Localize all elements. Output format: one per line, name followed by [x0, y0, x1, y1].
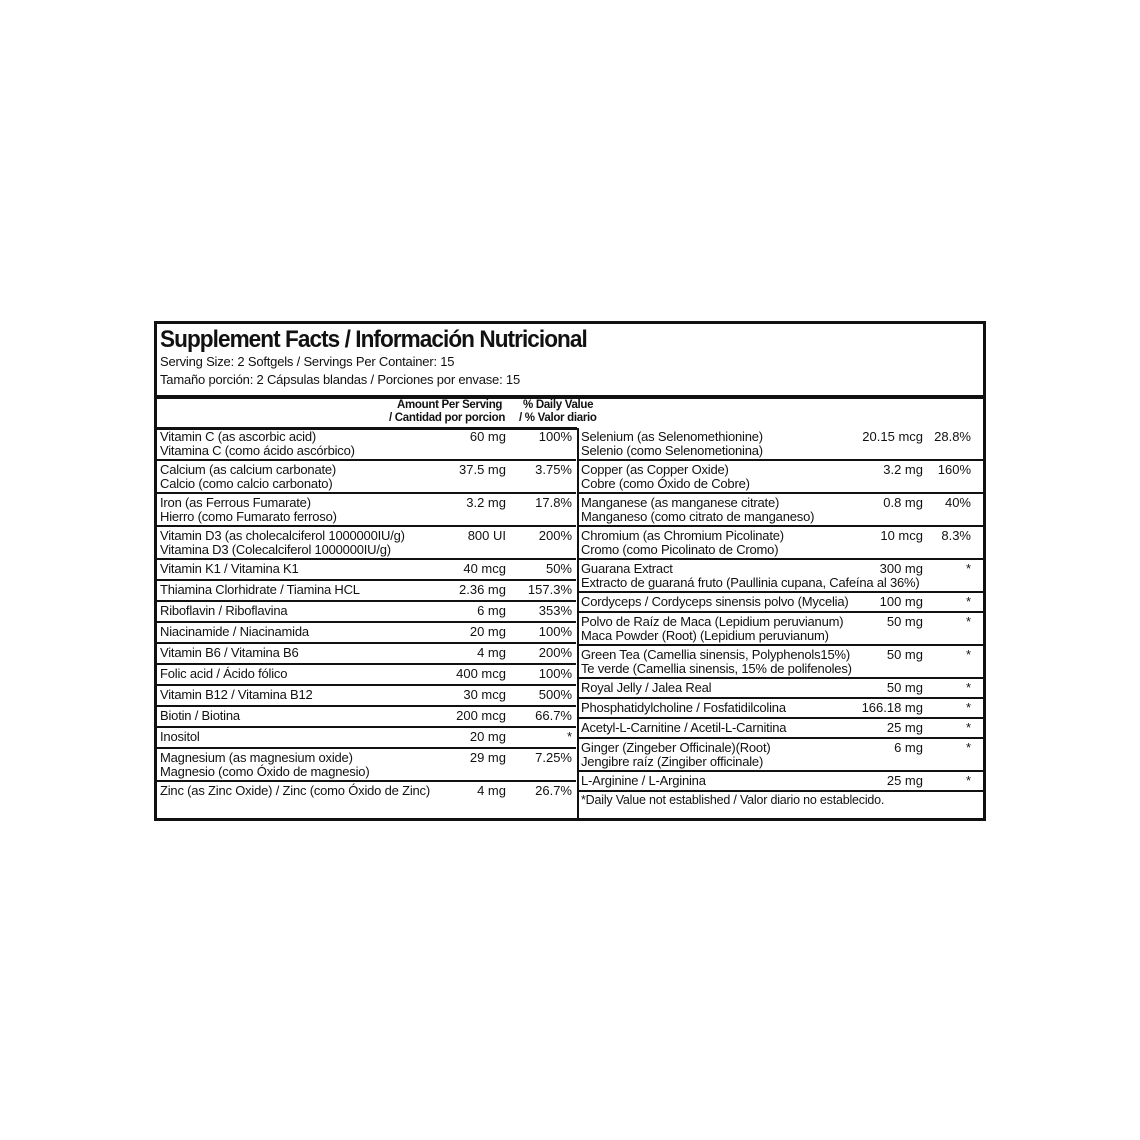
nutrient-row	[578, 646, 983, 679]
nutrient-name	[160, 730, 200, 744]
nutrient-name	[581, 562, 920, 590]
daily-value: 17.8%	[535, 495, 572, 510]
nutrient-name	[160, 688, 313, 702]
amount-per-serving: 4 mg	[477, 783, 506, 798]
nutrient-name-line: Thiamina Clorhidrate / Tiamina HCL	[160, 582, 360, 597]
daily-value: *	[965, 720, 971, 735]
daily-value: 200%	[538, 528, 572, 543]
nutrient-name-line: Green Tea (Camellia sinensis, Polyphenols15%)	[581, 647, 850, 662]
amount-per-serving: 6 mg	[894, 740, 923, 755]
daily-value: *	[965, 740, 971, 755]
amount-per-serving: 6 mg	[477, 603, 506, 618]
nutrient-name-line: Calcium (as calcium carbonate)	[160, 462, 337, 477]
nutrient-name-line: Vitamin C (as ascorbic acid)	[160, 429, 316, 444]
supplement-facts-label	[154, 321, 986, 821]
amount-per-serving: 300 mg	[879, 561, 923, 576]
nutrient-name-line: Biotin / Biotina	[160, 708, 240, 723]
nutrient-name-line: L-Arginine / L-Arginina	[581, 773, 706, 788]
nutrient-row	[578, 613, 983, 646]
daily-value: *	[965, 700, 971, 715]
nutrient-name	[581, 496, 814, 524]
serving-size: Serving Size: 2 Softgels / Servings Per Container: 15	[160, 354, 455, 369]
nutrient-name	[160, 496, 337, 524]
nutrient-name	[581, 430, 763, 458]
daily-value: *	[566, 729, 572, 744]
nutrient-row	[157, 602, 576, 623]
amount-per-serving: 25 mg	[886, 720, 923, 735]
daily-value: 8.3%	[941, 528, 971, 543]
daily-value: 100%	[538, 429, 572, 444]
daily-value: 50%	[545, 561, 572, 576]
daily-value: 353%	[538, 603, 572, 618]
nutrient-name	[160, 625, 309, 639]
amount-header-en: Amount Per Serving	[397, 399, 503, 411]
daily-value: *	[965, 773, 971, 788]
nutrient-row	[157, 581, 576, 602]
daily-value: *	[965, 647, 971, 662]
amount-header-es: / Cantidad por porcion	[389, 412, 506, 424]
amount-per-serving: 20 mg	[469, 729, 506, 744]
footnote: *Daily Value not established / Valor diario no establecido.	[581, 793, 885, 807]
nutrient-row	[578, 772, 983, 792]
nutrient-row	[157, 644, 576, 665]
dv-header-en: % Daily Value	[523, 399, 594, 411]
nutrient-name	[581, 774, 706, 788]
nutrient-name-line: Copper (as Copper Oxide)	[581, 462, 729, 477]
daily-value: *	[965, 594, 971, 609]
daily-value: 28.8%	[934, 429, 971, 444]
nutrient-name	[160, 709, 240, 723]
amount-per-serving: 3.2 mg	[466, 495, 506, 510]
amount-per-serving: 37.5 mg	[459, 462, 506, 477]
nutrient-name-line: Te verde (Camellia sinensis, 15% de polifenoles)	[581, 661, 852, 676]
nutrient-name-line: Manganeso (como citrato de manganeso)	[581, 509, 815, 524]
nutrient-row	[578, 428, 983, 461]
nutrient-row	[157, 707, 576, 728]
nutrient-name	[581, 701, 786, 715]
nutrient-row	[157, 749, 576, 782]
daily-value: 66.7%	[535, 708, 572, 723]
daily-value: 160%	[937, 462, 971, 477]
label-title: Supplement Facts / Información Nutricional	[160, 326, 587, 353]
nutrient-name-line: Phosphatidylcholine / Fosfatidilcolina	[581, 700, 786, 715]
nutrient-row	[578, 593, 983, 613]
nutrient-name	[581, 529, 784, 557]
nutrient-name-line: Maca Powder (Root) (Lepidium peruvianum)	[581, 628, 829, 643]
daily-value: *	[965, 680, 971, 695]
nutrient-name-line: Niacinamide / Niacinamida	[160, 624, 309, 639]
nutrient-row	[157, 461, 576, 494]
nutrient-name-line: Acetyl-L-Carnitine / Acetil-L-Carnitina	[581, 720, 787, 735]
nutrient-name-line: Vitamin K1 / Vitamina K1	[160, 561, 299, 576]
nutrient-name-line: Royal Jelly / Jalea Real	[581, 680, 712, 695]
nutrient-name	[160, 463, 336, 491]
column-headers	[157, 399, 597, 430]
nutrient-name	[581, 721, 786, 735]
nutrient-row	[578, 679, 983, 699]
amount-per-serving: 50 mg	[886, 647, 923, 662]
nutrient-name-line: Extracto de guaraná fruto (Paullinia cupana, Cafeína al 36%)	[581, 575, 920, 590]
nutrient-row	[578, 739, 983, 772]
nutrient-name	[160, 583, 360, 597]
nutrient-row	[157, 665, 576, 686]
nutrient-row	[157, 728, 576, 749]
amount-per-serving: 50 mg	[886, 614, 923, 629]
nutrient-row	[578, 699, 983, 719]
label-header	[157, 324, 983, 399]
nutrient-name	[160, 667, 287, 681]
nutrient-name-line: Cordyceps / Cordyceps sinensis polvo (Mycelia)	[581, 594, 849, 609]
nutrient-name-line: Jengibre raíz (Zingiber officinale)	[581, 754, 764, 769]
nutrient-name-line: Vitamina C (como ácido ascórbico)	[160, 443, 355, 458]
amount-per-serving: 4 mg	[477, 645, 506, 660]
daily-value: 200%	[538, 645, 572, 660]
amount-per-serving: 50 mg	[886, 680, 923, 695]
amount-per-serving: 60 mg	[469, 429, 506, 444]
daily-value: 3.75%	[535, 462, 572, 477]
nutrient-name-line: Hierro (como Fumarato ferroso)	[160, 509, 337, 524]
nutrient-name-line: Calcio (como calcio carbonato)	[160, 476, 333, 491]
nutrient-name-line: Cobre (como Óxido de Cobre)	[581, 476, 750, 491]
daily-value: 40%	[944, 495, 971, 510]
amount-per-serving: 2.36 mg	[459, 582, 506, 597]
tamano-porcion: Tamaño porción: 2 Cápsulas blandas / Porciones por envase: 15	[160, 372, 520, 387]
nutrient-name-line: Manganese (as manganese citrate)	[581, 495, 780, 510]
nutrient-name-line: Ginger (Zingeber Officinale)(Root)	[581, 740, 771, 755]
amount-per-serving: 30 mcg	[463, 687, 506, 702]
daily-value: 100%	[538, 624, 572, 639]
nutrient-name	[581, 595, 849, 609]
amount-per-serving: 400 mcg	[456, 666, 506, 681]
nutrient-name	[160, 430, 355, 458]
nutrient-name	[160, 562, 299, 576]
nutrient-row	[157, 623, 576, 644]
nutrient-name-line: Folic acid / Ácido fólico	[160, 666, 288, 681]
amount-per-serving: 40 mcg	[463, 561, 506, 576]
amount-per-serving: 25 mg	[886, 773, 923, 788]
dv-header-es: / % Valor diario	[519, 412, 597, 424]
nutrient-name-line: Zinc (as Zinc Oxide) / Zinc (como Óxido de Zinc)	[160, 783, 430, 798]
nutrient-row	[578, 719, 983, 739]
amount-per-serving: 166.18 mg	[861, 700, 923, 715]
nutrient-name	[581, 615, 843, 643]
nutrient-name-line: Guarana Extract	[581, 561, 673, 576]
nutrient-name	[581, 681, 711, 695]
daily-value: 100%	[538, 666, 572, 681]
amount-per-serving: 100 mg	[879, 594, 923, 609]
nutrient-name-line: Selenio (como Selenometionina)	[581, 443, 763, 458]
amount-per-serving: 29 mg	[469, 750, 506, 765]
amount-per-serving: 20 mg	[469, 624, 506, 639]
nutrient-name-line: Vitamin B12 / Vitamina B12	[160, 687, 313, 702]
nutrient-name-line: Vitamin B6 / Vitamina B6	[160, 645, 299, 660]
amount-per-serving: 3.2 mg	[883, 462, 923, 477]
daily-value: *	[965, 561, 971, 576]
nutrient-name-line: Vitamina D3 (Colecalciferol 1000000IU/g)	[160, 542, 391, 557]
nutrient-name-line: Selenium (as Selenomethionine)	[581, 429, 763, 444]
nutrient-name-line: Riboflavin / Riboflavina	[160, 603, 288, 618]
amount-per-serving: 20.15 mcg	[862, 429, 923, 444]
nutrient-name-line: Chromium (as Chromium Picolinate)	[581, 528, 784, 543]
nutrient-row	[157, 494, 576, 527]
nutrient-name	[581, 741, 770, 769]
nutrient-name-line: Polvo de Raíz de Maca (Lepidium peruvianum)	[581, 614, 844, 629]
nutrient-name	[160, 604, 287, 618]
nutrient-row	[578, 494, 983, 527]
daily-value: 26.7%	[535, 783, 572, 798]
daily-value: 500%	[538, 687, 572, 702]
amount-per-serving: 800 UI	[467, 528, 506, 543]
nutrient-name-line: Inositol	[160, 729, 200, 744]
nutrient-name-line: Magnesio (como Óxido de magnesio)	[160, 764, 370, 779]
nutrient-name	[581, 648, 852, 676]
nutrient-name	[160, 646, 299, 660]
daily-value: *	[965, 614, 971, 629]
nutrient-row	[157, 560, 576, 581]
nutrient-row	[157, 686, 576, 707]
nutrient-row	[157, 782, 576, 803]
daily-value: 157.3%	[527, 582, 572, 597]
nutrient-row	[157, 527, 576, 560]
nutrient-row	[578, 461, 983, 494]
daily-value: 7.25%	[535, 750, 572, 765]
nutrient-name-line: Iron (as Ferrous Fumarate)	[160, 495, 311, 510]
nutrient-row	[578, 560, 983, 593]
nutrient-name	[160, 751, 369, 779]
amount-per-serving: 0.8 mg	[883, 495, 923, 510]
nutrient-row	[578, 527, 983, 560]
nutrient-row	[157, 428, 576, 461]
nutrient-name	[160, 784, 430, 798]
amount-per-serving: 10 mcg	[880, 528, 923, 543]
nutrient-name	[581, 463, 750, 491]
nutrient-name	[160, 529, 405, 557]
nutrient-name-line: Magnesium (as magnesium oxide)	[160, 750, 353, 765]
nutrient-name-line: Cromo (como Picolinato de Cromo)	[581, 542, 779, 557]
nutrient-name-line: Vitamin D3 (as cholecalciferol 1000000IU/g)	[160, 528, 405, 543]
amount-per-serving: 200 mcg	[456, 708, 506, 723]
